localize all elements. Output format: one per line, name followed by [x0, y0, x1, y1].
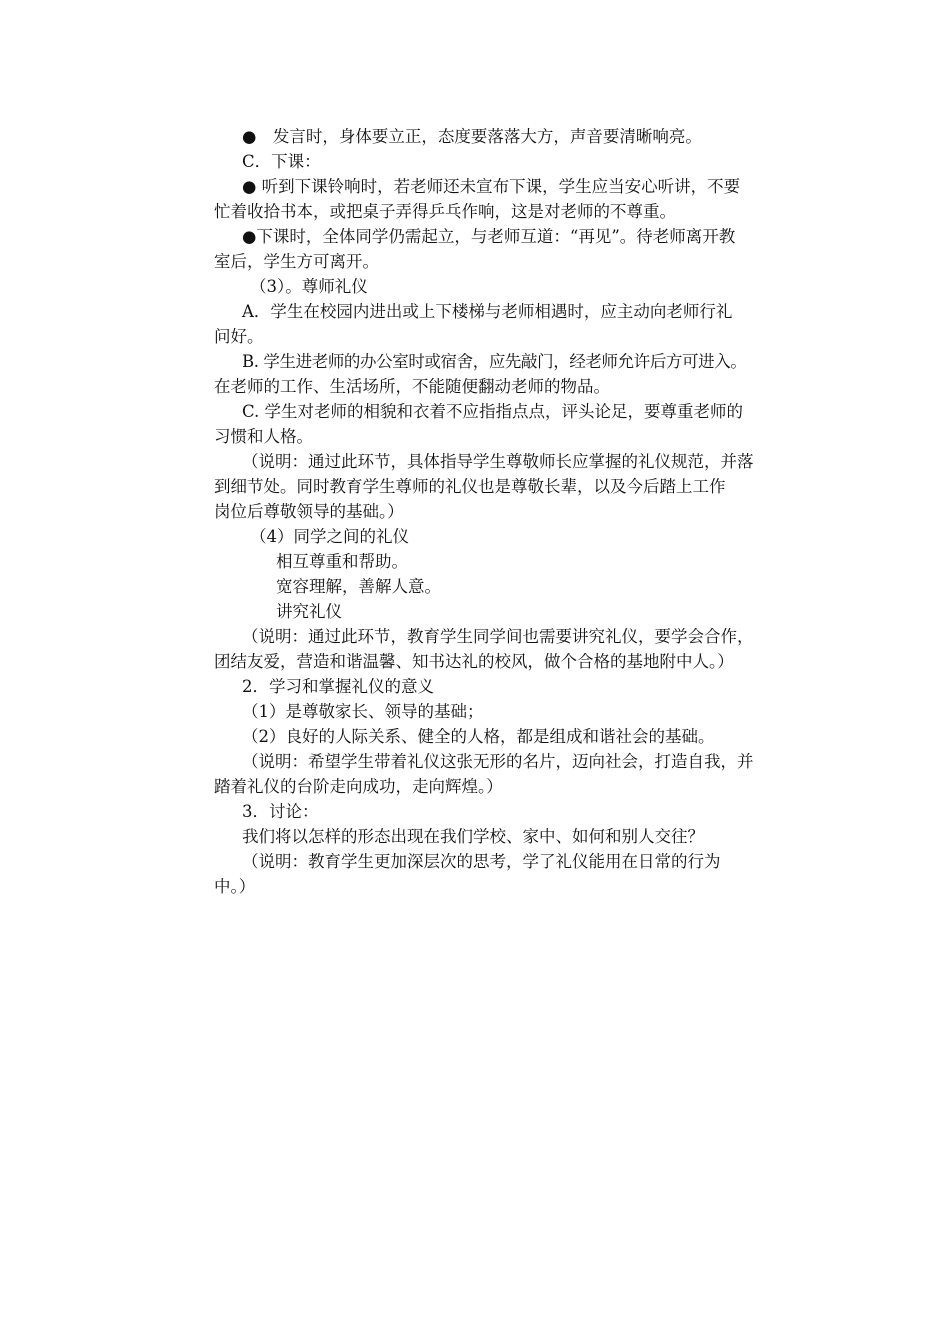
list-item: 相互尊重和帮助。 [276, 552, 408, 571]
section-heading: 2．学习和掌握礼仪的意义 [242, 677, 434, 696]
text-line: B. 学生进老师的办公室时或宿舍，应先敲门，经老师允许后方可进入。 [242, 352, 747, 371]
section-heading: （4）同学之间的礼仪 [250, 527, 409, 546]
note-line: （说明：通过此环节，具体指导学生尊敬师长应掌握的礼仪规范，并落 [242, 452, 754, 471]
section-heading: 3．讨论： [242, 802, 319, 821]
section-heading: （3）。尊师礼仪 [250, 277, 368, 296]
list-item: （2）良好的人际关系、健全的人格，都是组成和谐社会的基础。 [242, 727, 715, 746]
text-line: A．学生在校园内进出或上下楼梯与老师相遇时，应主动向老师行礼 [242, 302, 733, 321]
note-line: 踏着礼仪的台阶走向成功，走向辉煌。） [214, 777, 503, 796]
text-line: 忙着收拾书本，或把桌子弄得乒乓作响，这是对老师的不尊重。 [214, 202, 676, 221]
list-item: 讲究礼仪 [276, 602, 342, 621]
text-line: 我们将以怎样的形态出现在我们学校、家中、如何和别人交往？ [242, 827, 704, 846]
note-line: 团结友爱，营造和谐温馨、知书达礼的校风，做个合格的基地附中人。） [214, 652, 734, 671]
list-item: （1）是尊敬家长、领导的基础； [242, 702, 484, 721]
note-line: 中。） [214, 877, 256, 896]
text-line: 问好。 [214, 327, 264, 346]
text-line: 在老师的工作、生活场所，不能随便翻动老师的物品。 [214, 377, 610, 396]
text-line: 室后，学生方可离开。 [214, 252, 379, 271]
note-line: （说明：通过此环节，教育学生同学间也需要讲究礼仪，要学会合作， [242, 627, 754, 646]
text-line: C．下课： [242, 152, 321, 171]
text-line: 习惯和人格。 [214, 427, 313, 446]
document-body [214, 124, 818, 899]
text-line: ● 发言时，身体要立正，态度要落落大方，声音要清晰响亮。 [242, 127, 702, 146]
note-line: （说明：希望学生带着礼仪这张无形的名片，迈向社会，打造自我，并 [242, 752, 754, 771]
note-line: （说明：教育学生更加深层次的思考，学了礼仪能用在日常的行为 [242, 852, 721, 871]
note-line: 岗位后尊敬领导的基础。） [214, 502, 404, 521]
list-item: 宽容理解，善解人意。 [276, 577, 441, 596]
text-line: ● 听到下课铃响时，若老师还未宣布下课，学生应当安心听讲，不要 [242, 177, 741, 196]
text-line: C. 学生对老师的相貌和衣着不应指指点点，评头论足，要尊重老师的 [242, 402, 744, 421]
text-line: ●下课时，全体同学仍需起立，与老师互道：“再见”。待老师离开教 [242, 227, 736, 246]
note-line: 到细节处。同时教育学生尊师的礼仪也是尊敬长辈，以及今后踏上工作 [214, 477, 726, 496]
